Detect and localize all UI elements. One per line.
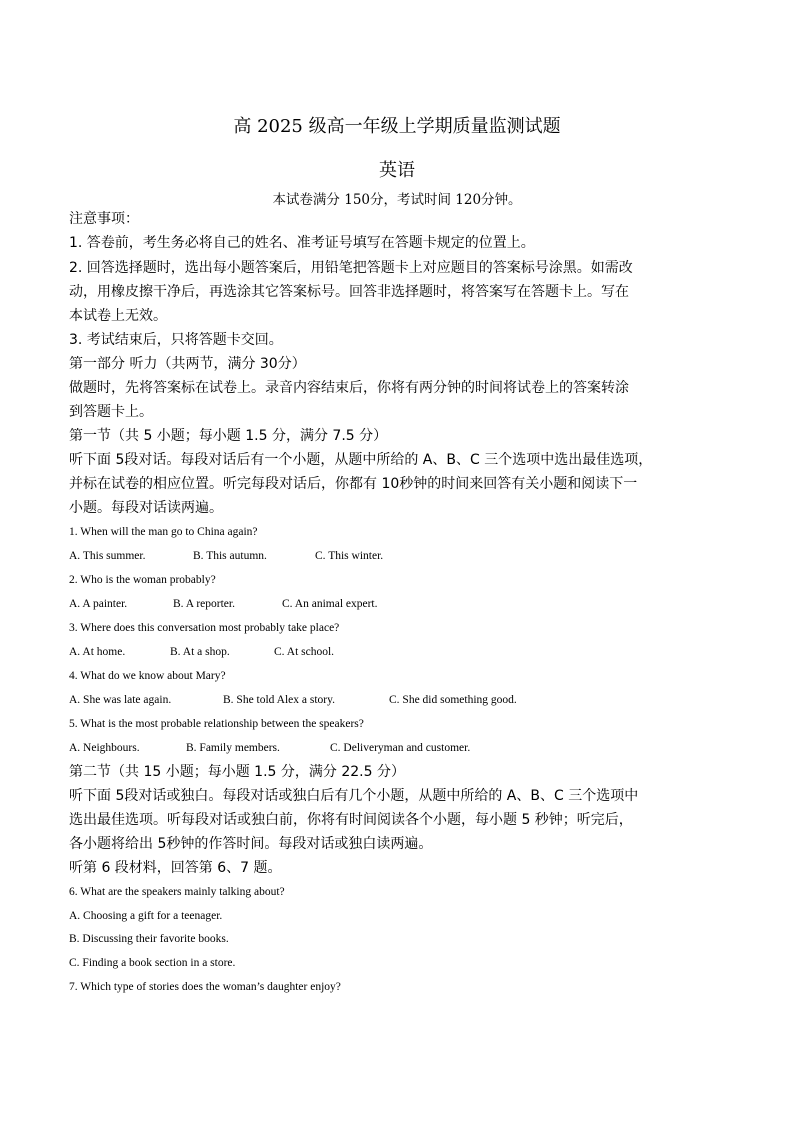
section2-instruction-line-2: 选出最佳选项。听每段对话或独白前，你将有时间阅读各个小题，每小题 5 秒钟；听完后， xyxy=(69,812,633,828)
exam-title: 高 2025 级高一年级上学期质量监测试题 xyxy=(233,116,561,137)
part1-instruction-line-1: 做题时，先将答案标在试卷上。录音内容结束后，你将有两分钟的时间将试卷上的答案转涂 xyxy=(69,380,629,396)
part1-instruction-line-2: 到答题卡上。 xyxy=(69,404,153,420)
question-3-option-a: A. At home. xyxy=(69,646,126,658)
question-3: 3. Where does this conversation most probably take place? xyxy=(69,622,340,634)
question-7: 7. Which type of stories does the woman’s daughter enjoy? xyxy=(69,981,341,993)
question-3-option-c: C. At school. xyxy=(274,646,335,658)
note-2-line-1: 2. 回答选择题时，选出每小题答案后，用铅笔把答题卡上对应题目的答案标号涂黑。如需改 xyxy=(69,260,633,276)
question-1-option-a: A. This summer. xyxy=(69,550,146,562)
exam-info: 本试卷满分 150分，考试时间 120分钟。 xyxy=(272,192,522,208)
question-1: 1. When will the man go to China again? xyxy=(69,526,258,538)
question-3-option-b: B. At a shop. xyxy=(170,646,230,658)
section1-instruction-line-3: 小题。每段对话读两遍。 xyxy=(69,500,223,516)
note-2-line-3: 本试卷上无效。 xyxy=(69,308,167,324)
subject-title: 英语 xyxy=(379,160,415,181)
question-6-option-c: C. Finding a book section in a store. xyxy=(69,957,236,969)
question-6-option-b: B. Discussing their favorite books. xyxy=(69,933,229,945)
section2-heading: 第二节（共 15 小题；每小题 1.5 分，满分 22.5 分） xyxy=(69,764,405,780)
question-6-option-a: A. Choosing a gift for a teenager. xyxy=(69,910,223,922)
question-1-option-b: B. This autumn. xyxy=(193,550,267,562)
question-4-option-b: B. She told Alex a story. xyxy=(223,694,336,706)
question-4: 4. What do we know about Mary? xyxy=(69,670,226,682)
question-4-option-c: C. She did something good. xyxy=(389,694,517,706)
question-5-option-b: B. Family members. xyxy=(186,742,280,754)
question-6: 6. What are the speakers mainly talking about? xyxy=(69,886,285,898)
part1-heading: 第一部分 听力（共两节，满分 30分） xyxy=(69,356,306,372)
section2-instruction-line-1: 听下面 5段对话或独白。每段对话或独白后有几个小题，从题中所给的 A、B、C 三个选项中 xyxy=(69,788,639,804)
question-4-option-a: A. She was late again. xyxy=(69,694,172,706)
section1-heading: 第一节（共 5 小题；每小题 1.5 分，满分 7.5 分） xyxy=(69,428,388,444)
question-2-option-a: A. A painter. xyxy=(69,598,128,610)
question-2: 2. Who is the woman probably? xyxy=(69,574,216,586)
note-3: 3. 考试结束后，只将答题卡交回。 xyxy=(69,332,283,348)
material-6-heading: 听第 6 段材料，回答第 6、7 题。 xyxy=(69,860,282,876)
note-2-line-2: 动，用橡皮擦干净后，再选涂其它答案标号。回答非选择题时，将答案写在答题卡上。写在 xyxy=(69,284,629,300)
question-2-option-b: B. A reporter. xyxy=(173,598,235,610)
section2-instruction-line-3: 各小题将给出 5秒钟的作答时间。每段对话或独白读两遍。 xyxy=(69,836,433,852)
question-5: 5. What is the most probable relationship between the speakers? xyxy=(69,718,364,730)
section1-instruction-line-2: 并标在试卷的相应位置。听完每段对话后，你都有 10秒钟的时间来回答有关小题和阅读下一 xyxy=(69,476,638,492)
question-5-option-c: C. Deliveryman and customer. xyxy=(330,742,471,754)
question-2-option-c: C. An animal expert. xyxy=(282,598,378,610)
question-5-option-a: A. Neighbours. xyxy=(69,742,140,754)
question-1-option-c: C. This winter. xyxy=(315,550,384,562)
note-1: 1. 答卷前，考生务必将自己的姓名、准考证号填写在答题卡规定的位置上。 xyxy=(69,235,535,251)
section1-instruction-line-1: 听下面 5段对话。每段对话后有一个小题，从题中所给的 A、B、C 三个选项中选出最佳选项， xyxy=(69,452,653,468)
notes-heading: 注意事项： xyxy=(69,211,139,227)
